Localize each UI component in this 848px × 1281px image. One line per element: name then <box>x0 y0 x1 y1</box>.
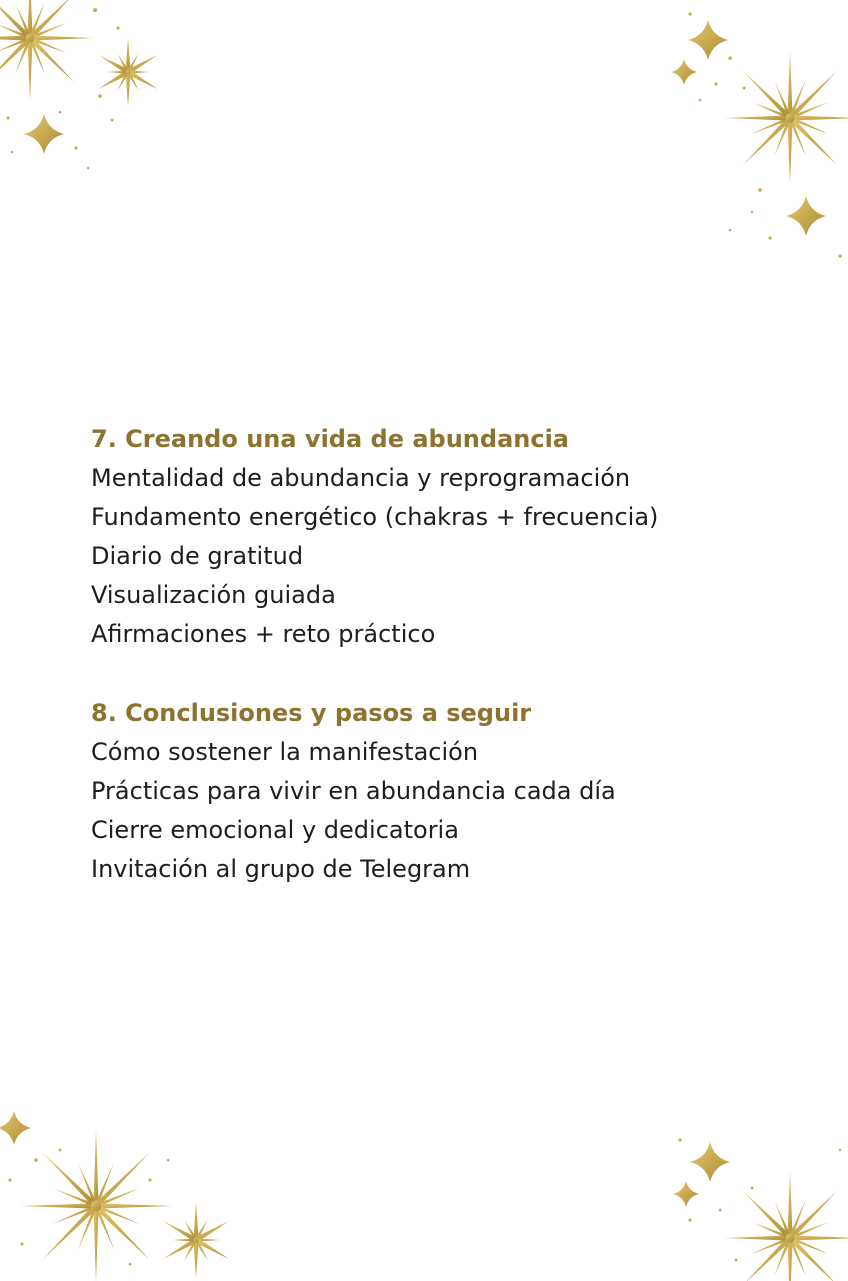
glitter-dot <box>751 1187 754 1190</box>
glitter-dot <box>59 1149 62 1152</box>
list-item: Invitación al grupo de Telegram <box>91 855 471 883</box>
sparkle-star-icon <box>671 59 697 85</box>
glitter-dot <box>719 1209 722 1212</box>
sparkle-burst-icon <box>20 1130 172 1281</box>
glitter-dot <box>34 1158 38 1162</box>
sparkle-burst-icon <box>724 1172 848 1281</box>
glitter-dot <box>839 1149 841 1151</box>
sparkle-star-icon <box>24 114 64 154</box>
glitter-dot <box>93 8 97 12</box>
glitter-dot <box>74 146 77 149</box>
section-title: 8. Conclusiones y pasos a seguir <box>91 699 532 727</box>
glitter-dot <box>728 56 732 60</box>
section-items <box>91 459 831 654</box>
sparkle-star-icon <box>690 1142 730 1182</box>
glitter-dot <box>129 1263 132 1266</box>
list-item: Afirmaciones + reto práctico <box>91 620 436 648</box>
section-title: 7. Creando una vida de abundancia <box>91 425 569 453</box>
glitter-dot <box>729 229 732 232</box>
glitter-dot <box>7 117 10 120</box>
sparkle-star-icon <box>0 1111 31 1145</box>
glitter-dot <box>758 188 762 192</box>
glitter-dot <box>149 1179 152 1182</box>
list-item: Fundamento energético (chakras + frecuencia) <box>91 503 659 531</box>
section-items <box>91 733 831 889</box>
glitter-dot <box>751 211 753 213</box>
list-item: Cómo sostener la manifestación <box>91 738 479 766</box>
glitter-dot <box>59 111 62 114</box>
sparkle-star-icon <box>786 196 826 236</box>
glitter-dot <box>111 119 114 122</box>
list-item: Diario de gratitud <box>91 542 304 570</box>
glitter-dot <box>688 12 691 15</box>
glitter-dot <box>688 1218 691 1221</box>
glitter-dot <box>838 254 841 257</box>
glitter-dot <box>167 1159 170 1162</box>
list-item: Visualización guiada <box>91 581 336 609</box>
glitter-dot <box>743 87 746 90</box>
sparkle-burst-icon <box>99 38 158 106</box>
list-item: Prácticas para vivir en abundancia cada día <box>91 777 616 805</box>
glitter-dot <box>699 99 702 102</box>
glitter-dot <box>21 1243 24 1246</box>
glitter-dot <box>8 1178 11 1181</box>
table-of-contents <box>91 420 831 889</box>
sparkle-burst-icon <box>163 1202 229 1278</box>
glitter-dot <box>87 167 89 169</box>
sparkle-burst-icon <box>0 0 92 100</box>
glitter-dot <box>678 1138 681 1141</box>
list-item: Cierre emocional y dedicatoria <box>91 816 459 844</box>
list-item: Mentalidad de abundancia y reprogramación <box>91 464 631 492</box>
glitter-dot <box>116 26 119 29</box>
glitter-dot <box>735 1259 738 1262</box>
glitter-dot <box>768 236 771 239</box>
section-7 <box>91 420 831 654</box>
sparkle-star-icon <box>688 20 728 60</box>
sparkle-burst-icon <box>724 52 848 184</box>
sparkle-star-icon <box>673 1181 699 1207</box>
glitter-dot <box>98 94 102 98</box>
section-8 <box>91 694 831 889</box>
glitter-dot <box>714 82 717 85</box>
glitter-dot <box>11 151 13 153</box>
